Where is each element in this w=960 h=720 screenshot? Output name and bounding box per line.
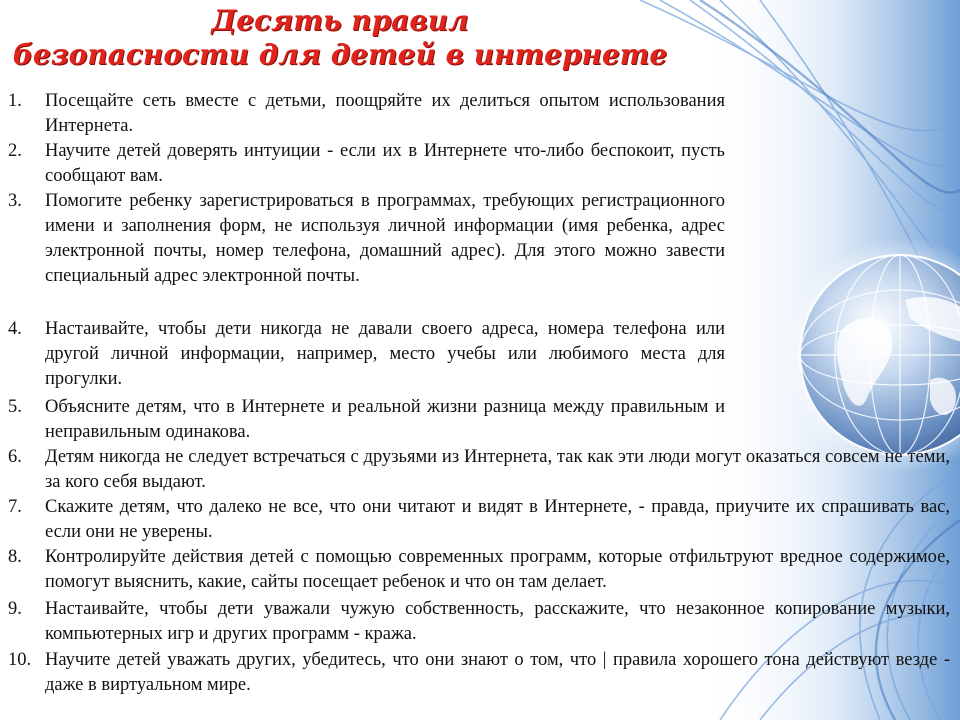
rule-number: 2. (8, 141, 22, 161)
list-item: Научите детей уважать других, убедитесь, что они знают о том, что | правила хорошего тона действуют везде - даже в виртуальном мире. (45, 650, 950, 695)
rule-number: 3. (8, 191, 22, 211)
list-item: Помогите ребенку зарегистрироваться в программах, требующих регистрационного имени и заполнения форм, не используя личной информации (имя ребенка, адрес электронной почты, номер телефона, домашний адрес). Для этого можно завести специальный адрес электронной почты. (45, 191, 725, 286)
title-line-2: безопасности для детей в интернете (12, 38, 668, 71)
rule-number: 9. (8, 599, 22, 619)
list-item: Настаивайте, чтобы дети никогда не давали своего адреса, номера телефона или другой личной информации, например, место учебы или любимого места для прогулки. (45, 319, 725, 389)
rule-number: 4. (8, 319, 22, 339)
list-item: Контролируйте действия детей с помощью современных программ, которые отфильтруют вредное содержимое, помогут выяснить, какие, сайты посещает ребенок и что он там делает. (45, 547, 950, 592)
page-title (0, 4, 680, 72)
list-item: Научите детей доверять интуиции - если их в Интернете что-либо беспокоит, пусть сообщают вам. (45, 141, 725, 186)
rule-number: 10. (8, 650, 32, 670)
list-item: Детям никогда не следует встречаться с друзьями из Интернета, так как эти люди могут оказаться совсем не теми, за кого себя выдают. (45, 447, 950, 492)
rule-number: 6. (8, 447, 22, 467)
list-item: Скажите детям, что далеко не все, что они читают и видят в Интернете, - правда, приучите их спрашивать вас, если они не уверены. (45, 497, 950, 542)
list-item: Посещайте сеть вместе с детьми, поощряйте их делиться опытом использования Интернета. (45, 91, 725, 136)
rule-number: 8. (8, 547, 22, 567)
rule-number: 7. (8, 497, 22, 517)
title-line-1: Десять правил (211, 4, 469, 37)
list-item: Объясните детям, что в Интернете и реальной жизни разница между правильным и неправильным одинакова. (45, 397, 725, 442)
rule-number: 5. (8, 397, 22, 417)
list-item: Настаивайте, чтобы дети уважали чужую собственность, расскажите, что незаконное копирование музыки, компьютерных игр и других программ - кража. (45, 599, 950, 644)
rule-number: 1. (8, 91, 22, 111)
